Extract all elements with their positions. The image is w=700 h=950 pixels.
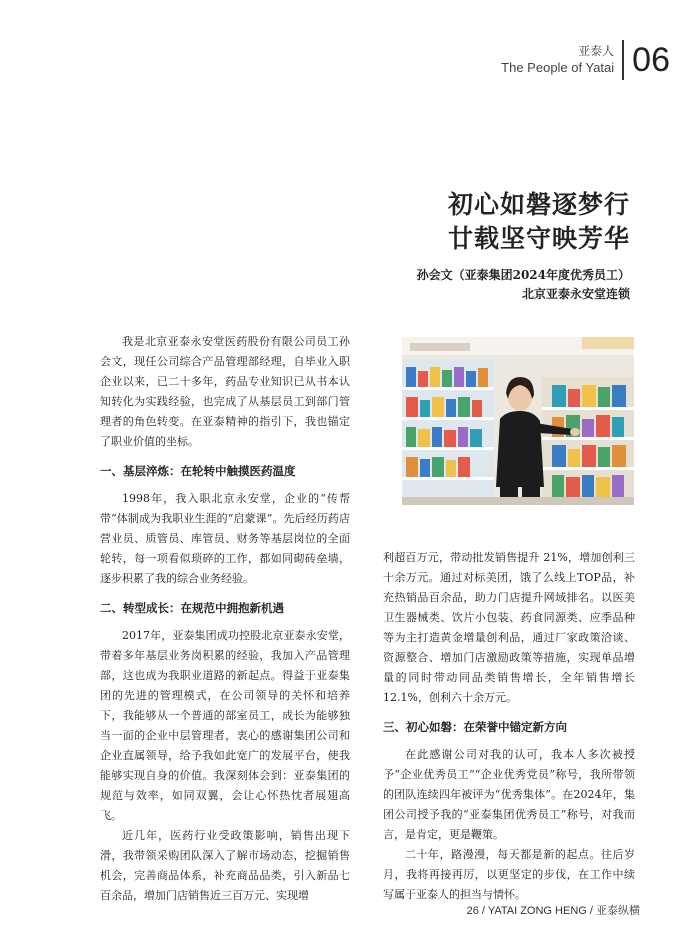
- section-label: [501, 43, 614, 77]
- title-line-1: 初心如磐逐梦行: [447, 190, 630, 219]
- photo-illustration: [402, 337, 634, 505]
- section-2-paragraph-1: 2017年，亚泰集团成功控股北京亚泰永安堂，带着多年基层业务岗积累的经验，我加入产品管理部，这也成为我职业道路的新起点。得益于亚泰集团的先进的管理模式，在公司领导的关怀和培养下，我能够从一个普通的部室员工，成长为能够独当一面的企业中层管理者，衷心的感谢集团公司和企业直属领导，给予我如此宽广的发展平台，使我能够实现自身的价值。我深刻体会到：亚泰集团的规范与效率，如同双翼，会让心怀热忱者展翅高飞。: [100, 629, 350, 822]
- page-footer: 26 / YATAI ZONG HENG / 亚泰纵横: [466, 905, 640, 917]
- title-line-2: 廿载坚守映芳华: [447, 224, 630, 253]
- author-unit: 北京亚泰永安堂连锁: [521, 287, 630, 301]
- section-number: 06: [632, 41, 670, 79]
- section-2-heading: 二、转型成长：在规范中拥抱新机遇: [100, 601, 284, 615]
- section-3-paragraph-1: 在此感谢公司对我的认可，我本人多次被授予“企业优秀员工”“企业优秀党员”称号，我所带领的团队连续四年被评为“优秀集体”。在2024年，集团公司授予我的“亚泰集团优秀员工”称号，对我而言，是肯定，更是鞭策。: [383, 748, 635, 841]
- section-name-cn: 亚泰人: [578, 44, 615, 58]
- section-1-heading: 一、基层淬炼：在轮转中触摸医药温度: [100, 464, 296, 478]
- section-1-paragraph: 1998年，我入职北京永安堂，企业的“传帮带”体制成为我职业生涯的“启蒙课”。先后经历药店营业员、质管员、库管员、财务等基层岗位的全面轮转，每一项看似琐碎的工作，都如同砌砖垒墙，逐步积累了我的综合业务经验。: [100, 492, 350, 585]
- pharmacy-staff-photo: [402, 337, 634, 505]
- section-2-paragraph-2-continued: 利超百万元，带动批发销售提升 21%，增加创利三十余万元。通过对标美团，饿了么线上TOP品，补充热销品百余品，助力门店提升网域排名。以医美卫生器械类、饮片小包装、药食同源类、应季品种等为主打造黄金增量创利品，通过厂家政策洽谈、资源整合、增加门店激励政策等措施，实现单品增量的同时带动同品类销售增长，全年销售增长 12.1%，创利六十余万元。: [383, 551, 635, 704]
- intro-paragraph: 我是北京亚泰永安堂医药股份有限公司员工孙会文，现任公司综合产品管理部经理，自毕业入职企业以来，已二十多年，药品专业知识已从书本认知转化为实践经验，也完成了从基层员工到部门管理者的角色转变。在亚泰精神的指引下，我也锚定了职业价值的坐标。: [100, 335, 350, 448]
- section-3-heading: 三、初心如磐：在荣誉中锚定新方向: [383, 720, 567, 734]
- section-header: [501, 30, 670, 90]
- section-3-paragraph-2: 二十年，路漫漫，每天都是新的起点。往后岁月，我将再接再厉，以更坚定的步伐，在工作中续写属于亚泰人的担当与情怀。: [383, 848, 635, 901]
- section-name-en: The People of Yatai: [501, 60, 615, 75]
- article-title: [448, 188, 630, 256]
- author-line: 孙会文（亚泰集团2024年度优秀员工）: [416, 268, 630, 282]
- left-column: [100, 332, 350, 906]
- right-column: [383, 548, 635, 905]
- section-2-paragraph-2: 近几年，医药行业受政策影响，销售出现下滑，我带领采购团队深入了解市场动态，挖掘销售机会，完善商品体系，补充商品品类，引入新品七百余品，增加门店销售近三百万元、实现增: [100, 829, 350, 902]
- header-divider: [622, 40, 624, 80]
- article-byline: [417, 266, 630, 304]
